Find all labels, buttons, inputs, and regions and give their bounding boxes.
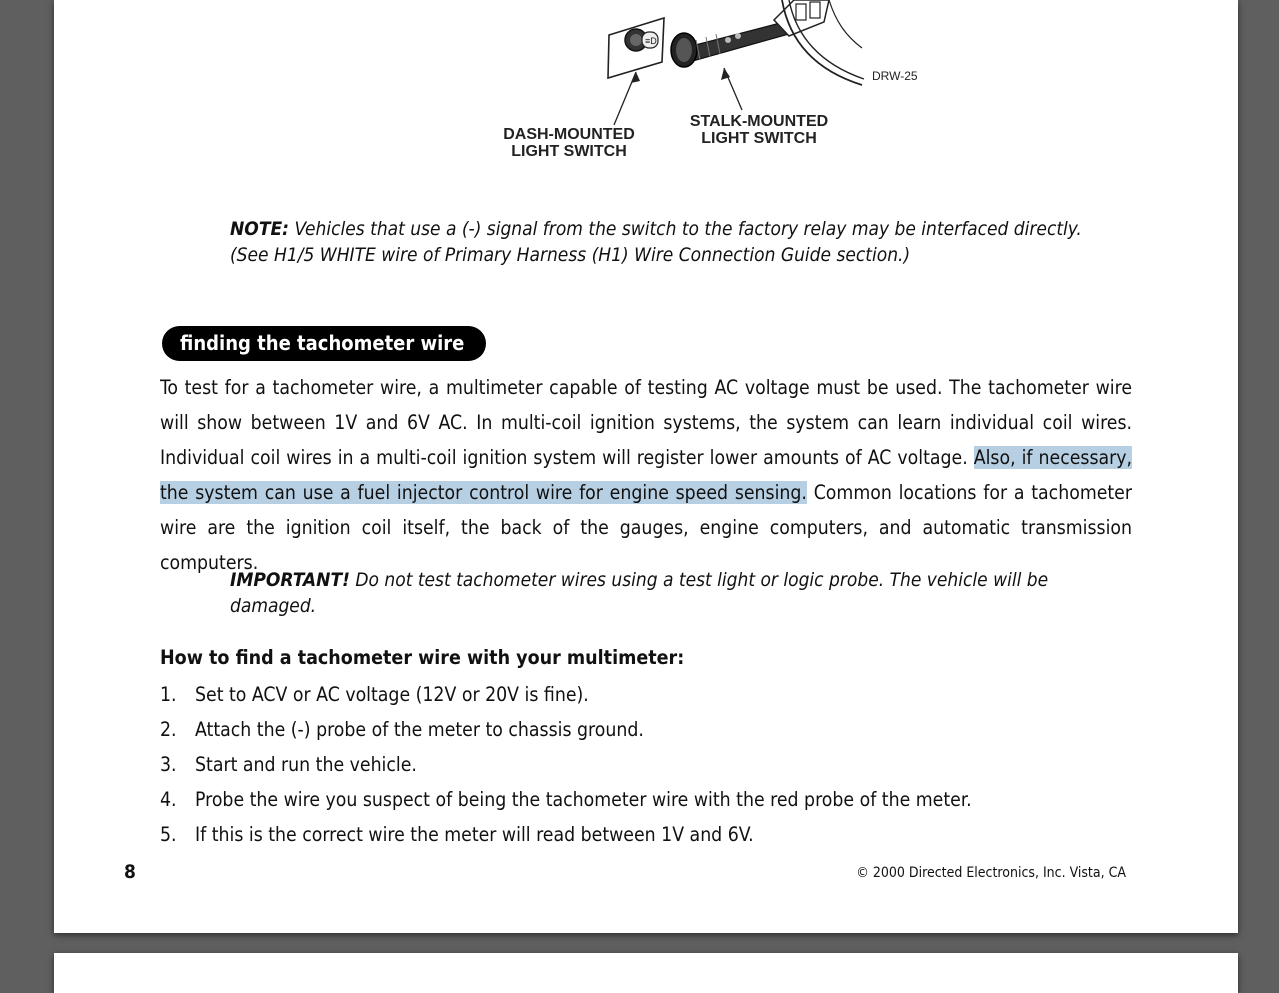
important-text: Do not test tachometer wires using a test light or logic probe. The vehicle will be damaged. [230, 569, 1049, 617]
important-block [230, 567, 1090, 619]
note-line1 [230, 216, 1090, 242]
step-number: 1. [160, 683, 177, 706]
dash-mounted-label-line1: DASH-MOUNTED [503, 126, 635, 143]
highlighted-text-selection[interactable]: Also, if necessary, the system can use a fuel injector control wire for engine speed sensing. [160, 446, 1133, 504]
step-text: Probe the wire you suspect of being the tachometer wire with the red probe of the meter. [195, 788, 972, 811]
step-number: 2. [160, 718, 177, 741]
document-page [54, 0, 1238, 933]
next-page [54, 953, 1238, 993]
step-text: Start and run the vehicle. [195, 753, 417, 776]
list-item [160, 817, 972, 852]
drawing-code: DRW-25 [872, 69, 918, 83]
page-number: 8 [124, 861, 136, 883]
step-number: 3. [160, 753, 177, 776]
important-label: IMPORTANT! [230, 569, 350, 591]
note-text-line1: Vehicles that use a (-) signal from the switch to the factory relay may be interfaced directly. [294, 218, 1082, 240]
paragraph-text-start: To test for a tachometer wire, a multimeter capable of testing AC voltage must be used. The tachometer wire will show between 1V and 6V AC. In multi-coil ignition systems, the system can learn individual coil wires. Individual coil wires in a multi-coil ignition system will register lower amounts of AC voltage. [160, 376, 1132, 469]
howto-steps-list [160, 677, 972, 852]
svg-text:≡D: ≡D [645, 36, 657, 46]
step-number: 4. [160, 788, 177, 811]
paragraph-text-end: Common locations for a tachometer wire are the ignition coil itself, the back of the gauges, engine computers, and automatic transmission computers. [160, 481, 1132, 574]
stalk-mounted-label-line2: LIGHT SWITCH [701, 130, 817, 147]
list-item [160, 677, 972, 712]
list-item [160, 747, 972, 782]
copyright-notice: © 2000 Directed Electronics, Inc. Vista, CA [856, 865, 1126, 881]
list-item [160, 712, 972, 747]
dash-mounted-label-line2: LIGHT SWITCH [511, 143, 627, 160]
note-block [230, 216, 1090, 268]
stalk-mounted-label-line1: STALK-MOUNTED [689, 113, 829, 130]
section-heading: finding the tachometer wire [162, 326, 486, 361]
note-label: NOTE: [230, 218, 290, 240]
step-number: 5. [160, 823, 177, 846]
step-text: If this is the correct wire the meter will read between 1V and 6V. [195, 823, 754, 846]
step-text: Set to ACV or AC voltage (12V or 20V is fine). [195, 683, 589, 706]
note-text-line2: (See H1/5 WHITE wire of Primary Harness (H1) Wire Connection Guide section.) [230, 244, 911, 266]
light-switch-illustration [484, 0, 934, 170]
dash-mounted-label [494, 126, 644, 160]
howto-title: How to find a tachometer wire with your multimeter: [160, 646, 685, 669]
stalk-mounted-label [679, 113, 839, 147]
body-paragraph[interactable] [160, 370, 1132, 580]
step-text: Attach the (-) probe of the meter to chassis ground. [195, 718, 644, 741]
list-item [160, 782, 972, 817]
